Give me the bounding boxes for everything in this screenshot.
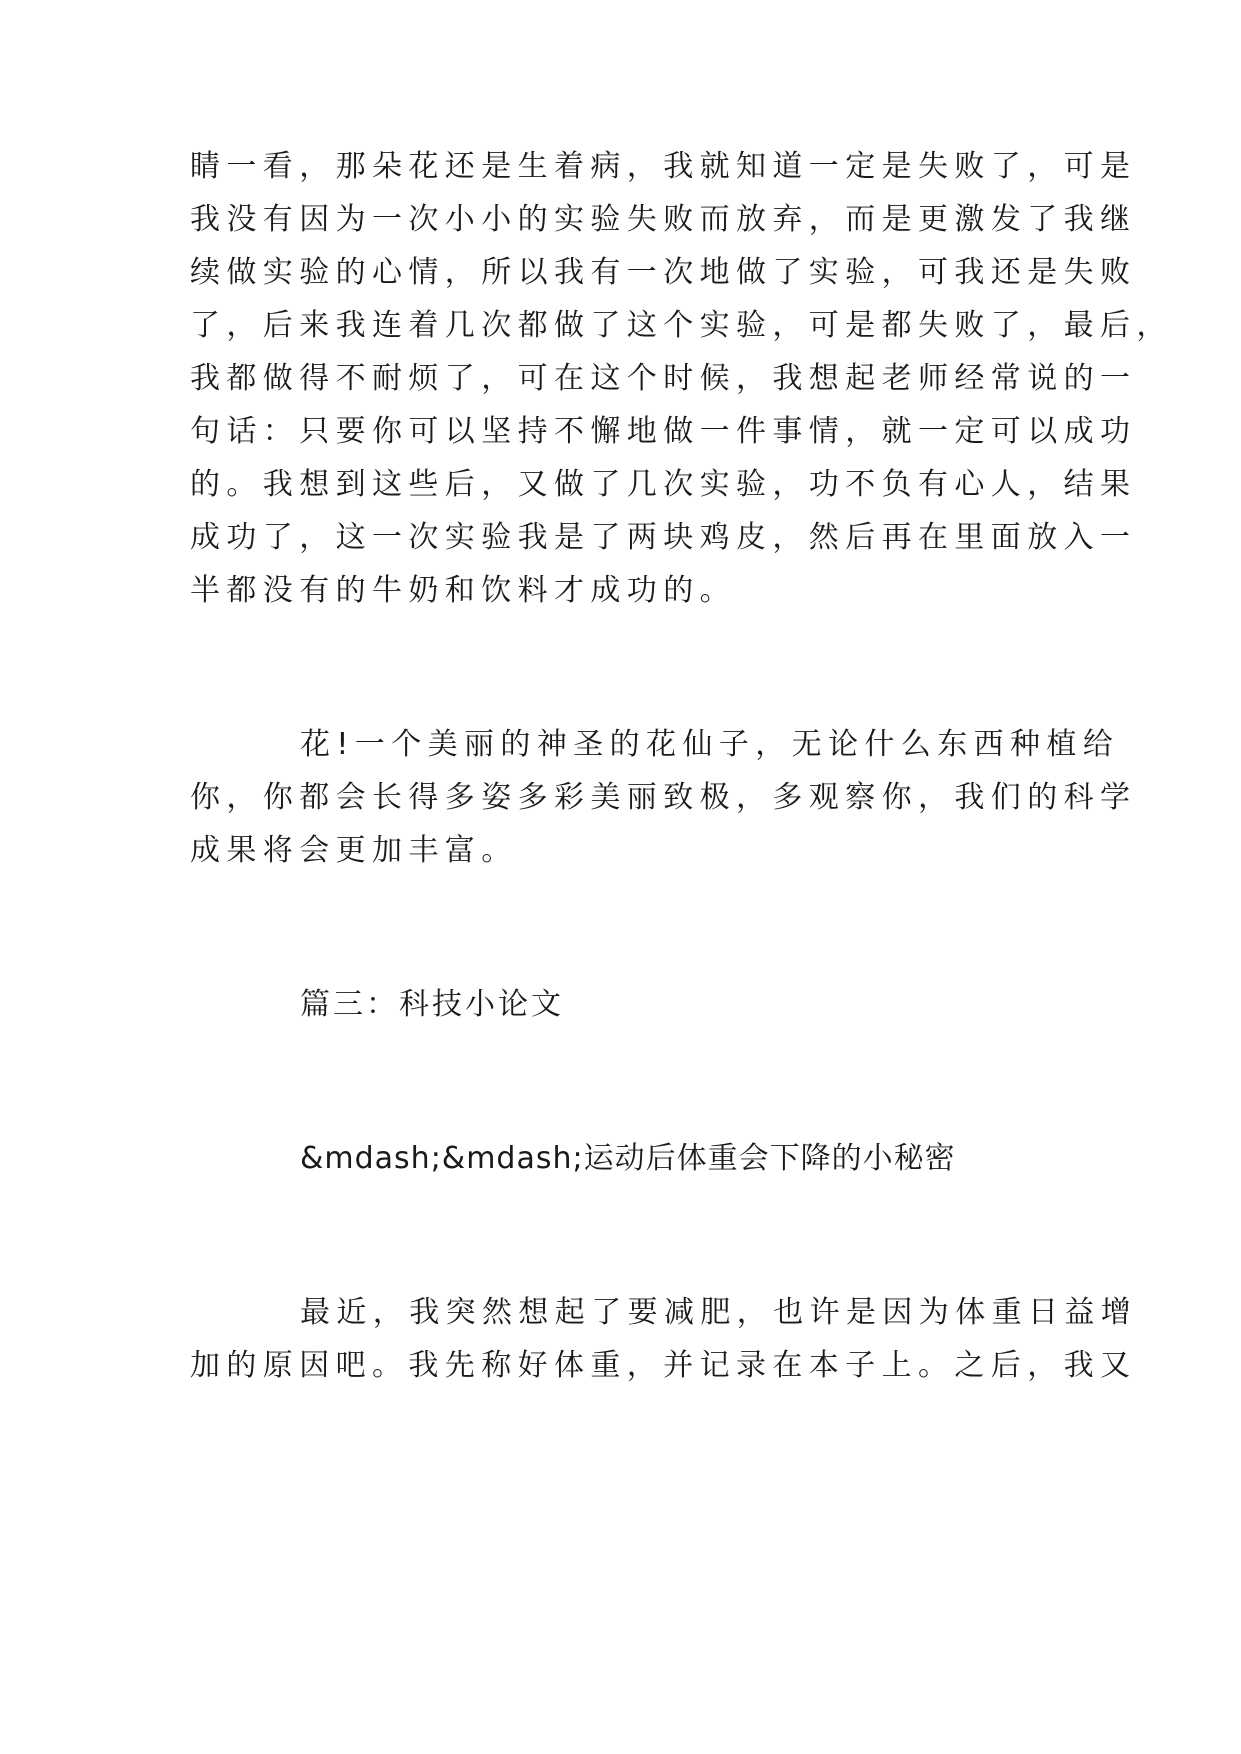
para1-line-7: 的。我想到这些后，又做了几次实验，功不负有心人，结果 bbox=[190, 467, 1137, 502]
para3-line-2: 加的原因吧。我先称好体重，并记录在本子上。之后，我又 bbox=[190, 1348, 1137, 1383]
para2-line-2: 你，你都会长得多姿多彩美丽致极，多观察你，我们的科学 bbox=[190, 780, 1137, 815]
para1-line-1: 睛一看，那朵花还是生着病，我就知道一定是失败了，可是 bbox=[190, 149, 1137, 184]
para1-line-4: 了，后来我连着几次都做了这个实验，可是都失败了，最后， bbox=[190, 308, 1173, 343]
subtitle: &mdash;&mdash;运动后体重会下降的小秘密 bbox=[300, 1141, 956, 1176]
para1-line-2: 我没有因为一次小小的实验失败而放弃，而是更激发了我继 bbox=[190, 202, 1137, 237]
para1-line-6: 句话：只要你可以坚持不懈地做一件事情，就一定可以成功 bbox=[190, 414, 1137, 449]
para2-line-3: 成果将会更加丰富。 bbox=[190, 833, 518, 868]
para1-line-8: 成功了，这一次实验我是了两块鸡皮，然后再在里面放入一 bbox=[190, 520, 1137, 555]
section-heading: 篇三：科技小论文 bbox=[300, 987, 564, 1022]
para3-line-1: 最近，我突然想起了要减肥，也许是因为体重日益增 bbox=[300, 1295, 1138, 1330]
para1-line-9: 半都没有的牛奶和饮料才成功的。 bbox=[190, 573, 736, 608]
para1-line-3: 续做实验的心情，所以我有一次地做了实验，可我还是失败 bbox=[190, 255, 1137, 290]
para2-line-1: 花!一个美丽的神圣的花仙子，无论什么东西种植给 bbox=[300, 727, 1120, 762]
para1-line-5: 我都做得不耐烦了，可在这个时候，我想起老师经常说的一 bbox=[190, 361, 1137, 396]
